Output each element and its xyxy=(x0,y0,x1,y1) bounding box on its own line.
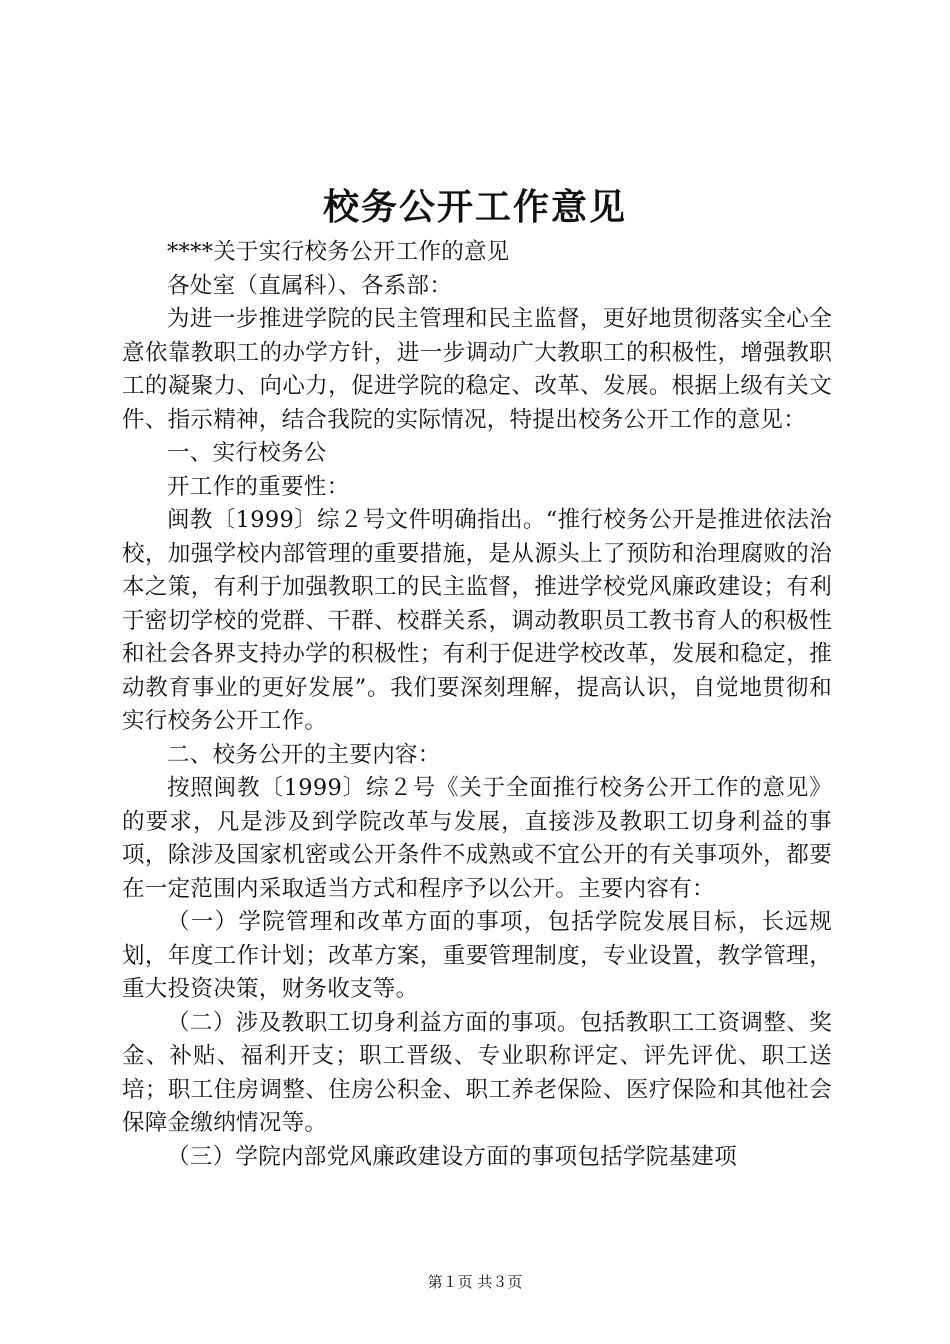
body-paragraph-importance: 闽教〔1999〕综２号文件明确指出。“推行校务公开是推进依法治校，加强学校内部管理的重要措施，是从源头上了预防和治理腐败的治本之策，有利于加强教职工的民主监督，推进学校党风廉政建设；有利于密切学校的党群、干群、校群关系，调动教职员工教书育人的积极性和社会各界支持办学的积极性；有利于促进学校改革，发展和稳定，推动教育事业的更好发展”。我们要深刻理解，提高认识，自觉地贯彻和实行校务公开工作。 xyxy=(122,507,832,734)
document-body xyxy=(122,236,832,1174)
page-number-footer: 第１页 共３页 xyxy=(427,1273,523,1291)
body-paragraph-item-2: （二）涉及教职工切身利益方面的事项。包括教职工工资调整、奖金、补贴、福利开支；职工晋级、专业职称评定、评先评优、职工送培；职工住房调整、住房公积金、职工养老保险、医疗保险和其他社会保障金缴纳情况等。 xyxy=(122,1009,832,1136)
body-paragraph-section-1-b: 开工作的重要性： xyxy=(167,473,350,500)
body-paragraph-intro: 为进一步推进学院的民主管理和民主监督，更好地贯彻落实全心全意依靠教职工的办学方针，进一步调动广大教职工的积极性，增强教职工的凝聚力、向心力，促进学院的稳定、改革、发展。根据上级有关文件、指示精神，结合我院的实际情况，特提出校务公开工作的意见： xyxy=(122,306,832,433)
body-paragraph-item-3: （三）学院内部党风廉政建设方面的事项包括学院基建项 xyxy=(167,1143,738,1170)
body-paragraph-section-1-a: 一、实行校务公 xyxy=(167,440,327,466)
body-paragraph-heading: ****关于实行校务公开工作的意见 xyxy=(167,239,510,265)
body-paragraph-item-1: （一）学院管理和改革方面的事项，包括学院发展目标，长远规划，年度工作计划；改革方案，重要管理制度，专业设置，教学管理，重大投资决策，财务收支等。 xyxy=(122,909,832,1002)
body-paragraph-content: 按照闽教〔1999〕综２号《关于全面推行校务公开工作的意见》的要求，凡是涉及到学院改革与发展，直接涉及教职工切身利益的事项，除涉及国家机密或公开条件不成熟或不宜公开的有关事项外，都要在一定范围内采取适当方式和程序予以公开。主要内容有： xyxy=(122,775,832,902)
body-paragraph-addressee: 各处室（直属科）、各系部： xyxy=(167,272,453,299)
document-title: 校务公开工作意见 xyxy=(322,187,627,228)
body-paragraph-section-2: 二、校务公开的主要内容： xyxy=(167,741,441,768)
